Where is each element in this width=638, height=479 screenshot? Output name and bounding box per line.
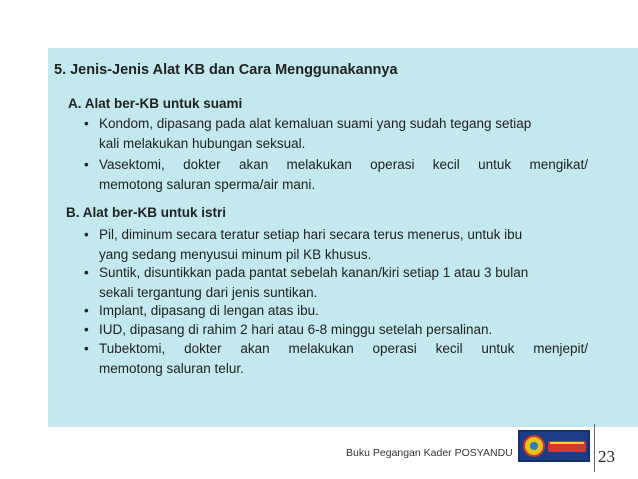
list-item — [84, 114, 588, 154]
list-item-line: yang sedang menyusui minum pil KB khusus. — [99, 247, 372, 262]
logo-wordmark — [548, 441, 586, 452]
section-heading-istri: B. Alat ber-KB untuk istri — [66, 205, 227, 220]
list-item — [84, 301, 588, 321]
bullet-icon: • — [84, 227, 89, 242]
list-item-line: Kondom, dipasang pada alat kemaluan suami yang sudah tegang setiap — [99, 116, 532, 131]
list-item — [84, 225, 588, 265]
list-item-line: Vasektomi, dokter akan melakukan operasi kecil untuk mengikat/ — [99, 157, 588, 172]
section-heading-suami: A. Alat ber-KB untuk suami — [68, 96, 243, 111]
list-item-line: Implant, dipasang di lengan atas ibu. — [99, 303, 319, 318]
list-item-line: IUD, dipasang di rahim 2 hari atau 6-8 minggu setelah persalinan. — [99, 322, 493, 337]
list-item-line: sekali tergantung dari jenis suntikan. — [99, 285, 318, 300]
list-item-line: memotong saluran telur. — [99, 361, 244, 376]
bullet-icon: • — [84, 116, 89, 131]
list-item-line: memotong saluran sperma/air mani. — [99, 177, 316, 192]
list-item-line: kali melakukan hubungan seksual. — [99, 136, 306, 151]
page-title: 5. Jenis-Jenis Alat KB dan Cara Menggunakannya — [54, 62, 398, 78]
list-item-line: Pil, diminum secara teratur setiap hari secara terus menerus, untuk ibu — [99, 227, 523, 242]
list-item — [84, 263, 588, 303]
posyandu-logo-icon — [518, 430, 590, 462]
book-title: Buku Pegangan Kader POSYANDU — [346, 447, 513, 459]
list-item-line: Tubektomi, dokter akan melakukan operasi kecil untuk menjepit/ — [99, 341, 588, 356]
logo-emblem — [523, 435, 545, 457]
list-item-line: Suntik, disuntikkan pada pantat sebelah kanan/kiri setiap 1 atau 3 bulan — [99, 265, 529, 280]
bullet-icon: • — [84, 341, 89, 356]
list-item — [84, 320, 588, 340]
list-item — [84, 155, 588, 195]
bullet-icon: • — [84, 322, 89, 337]
bullet-icon: • — [84, 303, 89, 318]
list-item — [84, 339, 588, 379]
bullet-icon: • — [84, 265, 89, 280]
page-number: 23 — [598, 447, 615, 466]
bullet-icon: • — [84, 157, 89, 172]
page-number-divider — [594, 424, 595, 472]
